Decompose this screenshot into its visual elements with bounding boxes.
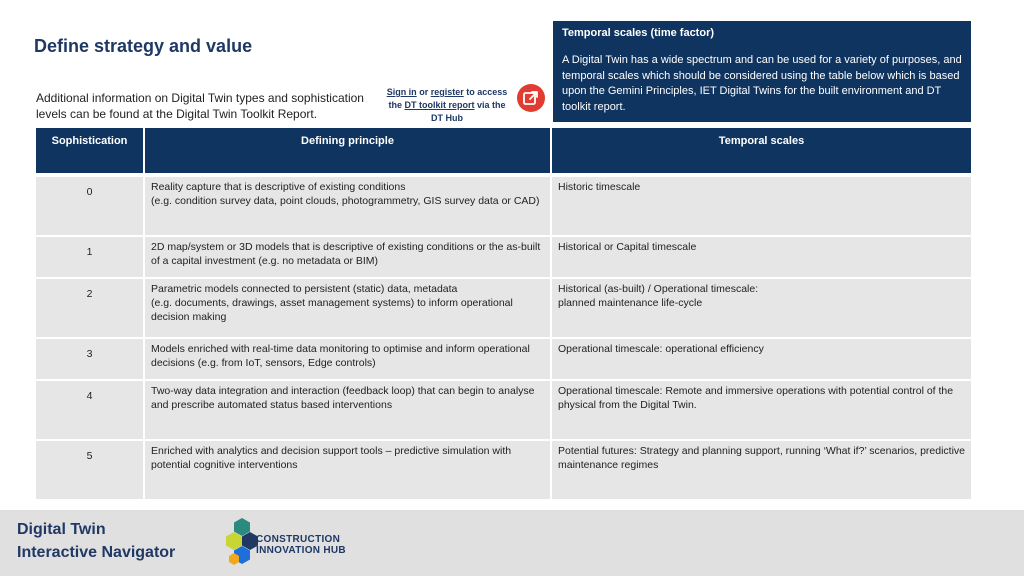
temporal-cell: Historic timescale [552,175,971,235]
temporal-cell: Operational timescale: operational efficiency [552,337,971,379]
info-panel-body: A Digital Twin has a wide spectrum and can be used for a variety of purposes, and temporal scales which should be considered using the table below which is based upon the Gemini Principles, IET Digital Twins for the built environment and DT toolkit report. [562,54,962,113]
table-row [36,379,971,439]
temporal-cell: Historical or Capital timescale [552,235,971,277]
header-sophistication: Sophistication [36,128,145,173]
footer-title[interactable] [17,518,175,564]
level-cell: 5 [36,439,145,499]
principle-cell: Reality capture that is descriptive of existing conditions (e.g. condition survey data, point clouds, photogrammetry, GIS survey data or CAD) [145,175,552,235]
temporal-cell: Historical (as-built) / Operational timescale: planned maintenance life-cycle [552,277,971,337]
page-title: Define strategy and value [34,36,253,56]
temporal-cell: Operational timescale: Remote and immersive operations with potential control of the physical from the Digital Twin. [552,379,971,439]
logo-text-line2: INNOVATION HUB [256,545,346,556]
temporal-cell: Potential futures: Strategy and planning support, running ‘What if?’ scenarios, predictive maintenance regimes [552,439,971,499]
external-link-icon[interactable] [517,84,545,112]
signin-prompt [382,86,512,125]
sophistication-table [36,128,971,499]
level-cell: 2 [36,277,145,337]
table-row [36,337,971,379]
footer [0,510,1024,576]
principle-cell: 2D map/system or 3D models that is descriptive of existing conditions or the as-built of a capital investment (e.g. no metadata or BIM) [145,235,552,277]
dt-toolkit-report-link[interactable]: DT toolkit report [404,100,475,110]
logo-text-line1: CONSTRUCTION [256,534,341,545]
footer-title-line1: Digital Twin [17,521,106,538]
level-cell: 0 [36,175,145,235]
access-text: to access the [388,87,508,110]
level-cell: 3 [36,337,145,379]
principle-cell: Parametric models connected to persistent (static) data, metadata (e.g. documents, drawings, asset management systems) to inform operational decision making [145,277,552,337]
info-panel-heading: Temporal scales (time factor) [562,27,715,39]
register-link[interactable]: register [430,87,464,97]
footer-title-line2: Interactive Navigator [17,544,176,561]
sign-in-link[interactable]: Sign in [386,87,417,97]
temporal-scales-info-panel [553,21,971,122]
table-header-row [36,128,971,173]
via-hub-text: via the DT Hub [431,100,506,123]
logo-text [256,534,346,556]
level-cell: 1 [36,235,145,277]
table-row [36,235,971,277]
table-row [36,175,971,235]
header-temporal-scales: Temporal scales [552,128,971,173]
header-defining-principle: Defining principle [145,128,552,173]
table-row [36,277,971,337]
level-cell: 4 [36,379,145,439]
intro-text: Additional information on Digital Twin types and sophistication levels can be found at the Digital Twin Toolkit Report. [36,91,364,121]
principle-cell: Enriched with analytics and decision support tools – predictive simulation with potential cognitive interventions [145,439,552,499]
table-row [36,439,971,499]
principle-cell: Models enriched with real-time data monitoring to optimise and inform operational decisions (e.g. from IoT, sensors, Edge controls) [145,337,552,379]
or-text: or [419,87,429,97]
principle-cell: Two-way data integration and interaction (feedback loop) that can begin to analyse and prescribe automated status based interventions [145,379,552,439]
